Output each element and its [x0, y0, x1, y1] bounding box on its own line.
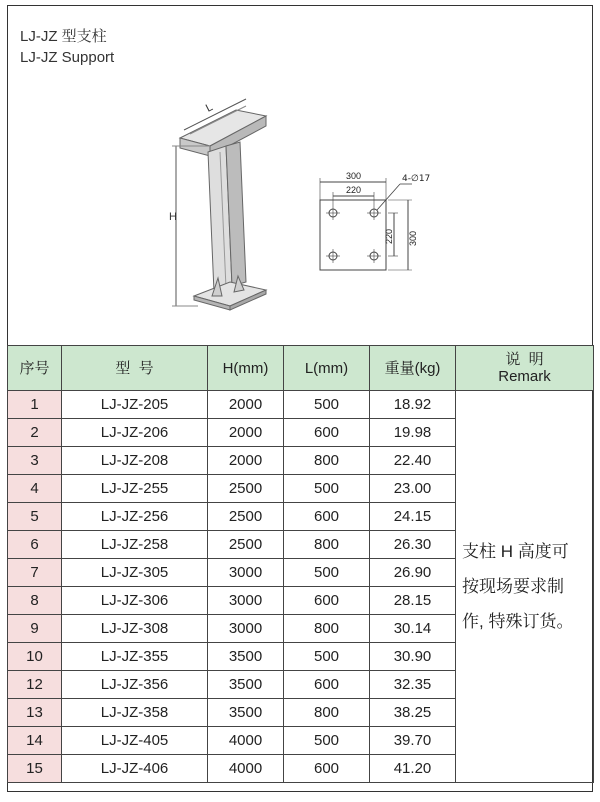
row-model: LJ-JZ-205	[62, 391, 208, 419]
row-model: LJ-JZ-258	[62, 531, 208, 559]
row-l: 600	[284, 755, 370, 783]
catalog-page	[7, 5, 593, 792]
remark-cell	[456, 391, 594, 783]
row-l: 500	[284, 643, 370, 671]
row-weight: 39.70	[370, 727, 456, 755]
title-chinese: LJ-JZ 型支柱	[20, 28, 107, 45]
row-index: 10	[8, 643, 62, 671]
row-l: 800	[284, 531, 370, 559]
header-weight: 重量(kg)	[370, 346, 456, 391]
remark-line: 按现场要求制	[462, 577, 564, 596]
header-remark-en: Remark	[498, 368, 551, 385]
row-model: LJ-JZ-358	[62, 699, 208, 727]
row-weight: 23.00	[370, 475, 456, 503]
row-weight: 19.98	[370, 419, 456, 447]
row-model: LJ-JZ-255	[62, 475, 208, 503]
dim-label-L: L	[203, 101, 215, 115]
remark-line: 作, 特殊订货。	[462, 612, 574, 631]
header-index: 序号	[8, 346, 62, 391]
row-l: 600	[284, 503, 370, 531]
dim-label-220-side: 220	[384, 228, 394, 244]
row-model: LJ-JZ-355	[62, 643, 208, 671]
spec-table	[7, 345, 594, 783]
row-index: 12	[8, 671, 62, 699]
row-index: 4	[8, 475, 62, 503]
row-index: 8	[8, 587, 62, 615]
row-l: 600	[284, 587, 370, 615]
row-l: 500	[284, 475, 370, 503]
row-weight: 26.30	[370, 531, 456, 559]
row-model: LJ-JZ-208	[62, 447, 208, 475]
dim-label-300-side: 300	[408, 230, 418, 246]
row-weight: 41.20	[370, 755, 456, 783]
row-model: LJ-JZ-406	[62, 755, 208, 783]
header-model: 型 号	[62, 346, 208, 391]
header-remark-cn: 说 明	[505, 351, 544, 368]
row-h: 4000	[208, 727, 284, 755]
row-h: 2000	[208, 391, 284, 419]
row-l: 800	[284, 447, 370, 475]
row-index: 9	[8, 615, 62, 643]
row-index: 3	[8, 447, 62, 475]
row-model: LJ-JZ-256	[62, 503, 208, 531]
row-index: 14	[8, 727, 62, 755]
row-h: 4000	[208, 755, 284, 783]
row-l: 500	[284, 727, 370, 755]
row-model: LJ-JZ-308	[62, 615, 208, 643]
row-l: 500	[284, 559, 370, 587]
table-row	[8, 391, 594, 419]
row-weight: 24.15	[370, 503, 456, 531]
row-weight: 32.35	[370, 671, 456, 699]
support-post-illustration	[172, 99, 266, 310]
row-model: LJ-JZ-305	[62, 559, 208, 587]
row-model: LJ-JZ-405	[62, 727, 208, 755]
row-index: 1	[8, 391, 62, 419]
table-header-row	[8, 346, 594, 391]
dim-label-H: H	[169, 211, 177, 223]
row-h: 3000	[208, 559, 284, 587]
row-weight: 30.14	[370, 615, 456, 643]
row-h: 3000	[208, 587, 284, 615]
support-drawing	[8, 6, 592, 346]
title-english: LJ-JZ Support	[20, 49, 115, 66]
row-weight: 18.92	[370, 391, 456, 419]
row-h: 3500	[208, 643, 284, 671]
row-index: 7	[8, 559, 62, 587]
row-h: 2500	[208, 503, 284, 531]
row-weight: 30.90	[370, 643, 456, 671]
row-model: LJ-JZ-356	[62, 671, 208, 699]
dim-label-hole: 4-∅17	[402, 174, 431, 184]
row-index: 2	[8, 419, 62, 447]
row-index: 5	[8, 503, 62, 531]
dim-label-300-top: 300	[346, 171, 362, 181]
row-l: 600	[284, 419, 370, 447]
dim-label-220-top: 220	[346, 185, 362, 195]
row-index: 13	[8, 699, 62, 727]
row-h: 3000	[208, 615, 284, 643]
row-h: 2000	[208, 447, 284, 475]
row-weight: 22.40	[370, 447, 456, 475]
row-weight: 38.25	[370, 699, 456, 727]
row-model: LJ-JZ-306	[62, 587, 208, 615]
row-h: 3500	[208, 671, 284, 699]
header-h: H(mm)	[208, 346, 284, 391]
row-index: 6	[8, 531, 62, 559]
remark-line: 支柱 H 高度可	[462, 542, 569, 561]
row-weight: 28.15	[370, 587, 456, 615]
row-model: LJ-JZ-206	[62, 419, 208, 447]
row-l: 800	[284, 699, 370, 727]
row-h: 2500	[208, 531, 284, 559]
row-l: 500	[284, 391, 370, 419]
row-index: 15	[8, 755, 62, 783]
row-h: 2500	[208, 475, 284, 503]
row-l: 600	[284, 671, 370, 699]
header-l: L(mm)	[284, 346, 370, 391]
row-h: 2000	[208, 419, 284, 447]
row-weight: 26.90	[370, 559, 456, 587]
row-h: 3500	[208, 699, 284, 727]
header-remark	[456, 346, 594, 391]
base-plate-plan	[320, 178, 412, 270]
row-l: 800	[284, 615, 370, 643]
